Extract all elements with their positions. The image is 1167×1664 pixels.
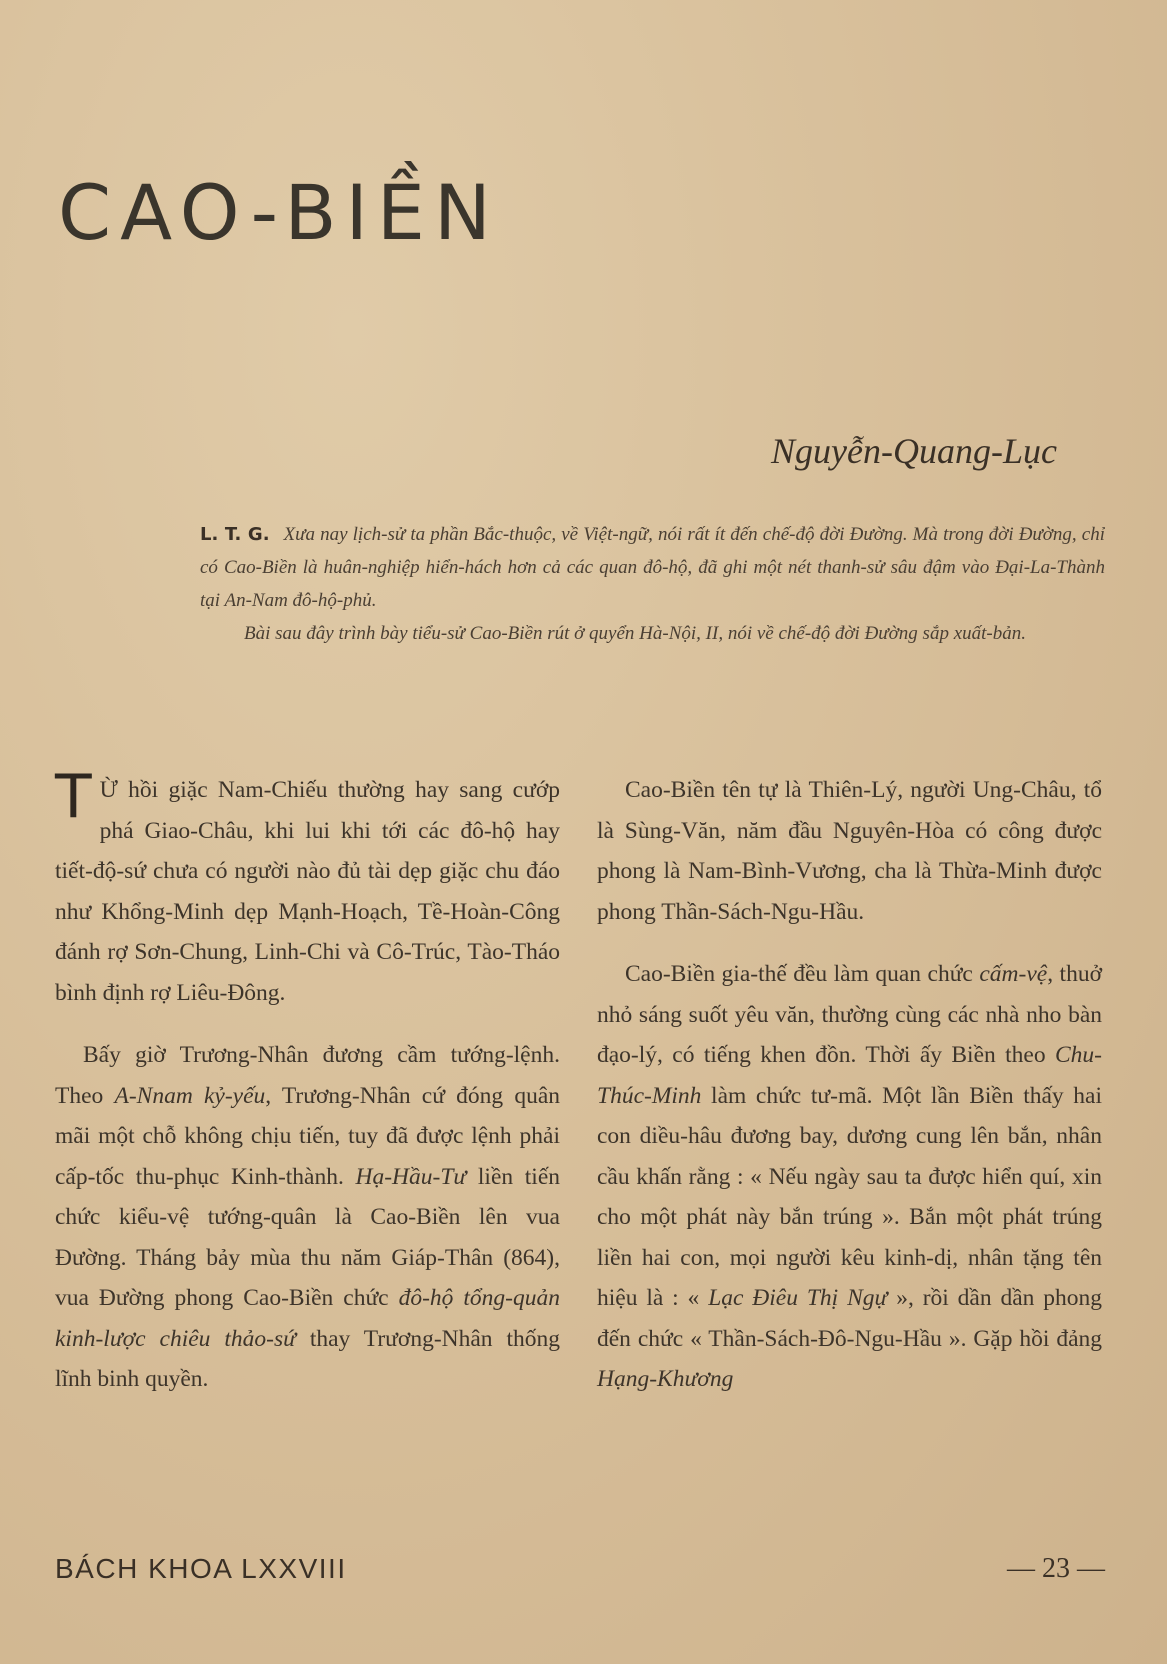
- page-number: — 23 —: [1007, 1553, 1105, 1584]
- left-paragraph-2: [55, 1035, 560, 1400]
- drop-cap: T: [55, 762, 92, 832]
- text-run: Bấy giờ Trương-Nhân đương cầm tướng-lệnh. Theo: [55, 1042, 560, 1109]
- text-run: , Trương-Nhân cứ đóng quân mãi một chỗ không chịu tiến, tuy đã được lệnh phải cấp-tốc thu-phục Kinh-thành.: [55, 1082, 560, 1190]
- nickname: Lạc Điêu Thị Ngự: [708, 1285, 888, 1311]
- article-title: CAO-BIỀN: [58, 168, 500, 257]
- editor-note-paragraph-1: [200, 518, 1105, 617]
- editor-note-text-1: Xưa nay lịch-sử ta phần Bắc-thuộc, về Việt-ngữ, nói rất ít đến chế-độ đời Đường. Mà trong đời Đường, chỉ có Cao-Biền là huân-nghiệp hiển-hách hơn cả các quan đô-hộ, đã ghi một nét thanh-sử sâu đậm vào Đại-La-Thành tại An-Nam đô-hộ-phủ.: [200, 524, 1105, 611]
- emphasis: cấm-vệ: [979, 961, 1048, 987]
- text-run: làm chức tư-mã. Một lần Biền thấy hai con diều-hâu đương bay, dương cung lên bắn, nhân cầu khấn rằng : « Nếu ngày sau ta được hiển quí, xin cho một phát này bắn trúng ». Bắn một phát trúng liền hai con, mọi người kêu kinh-dị, nhân tặng tên hiệu là : «: [597, 1082, 1102, 1311]
- right-paragraph-1: Cao-Biền tên tự là Thiên-Lý, người Ung-Châu, tổ là Sùng-Văn, năm đầu Nguyên-Hòa có công được phong là Nam-Bình-Vương, cha là Thừa-Minh được phong Thần-Sách-Ngu-Hầu.: [597, 777, 1102, 925]
- official-title: đô-hộ tổng-quản kinh-lược chiêu thảo-sứ: [55, 1285, 560, 1352]
- person-name: Hạng-Khương: [597, 1366, 734, 1392]
- left-paragraph-1-text: Ừ hồi giặc Nam-Chiếu thường hay sang cướp phá Giao-Châu, khi lui khi tới các đô-hộ hay tiết-độ-sứ chưa có người nào đủ tài dẹp giặc chu đáo như Khổng-Minh dẹp Mạnh-Hoạch, Tề-Hoàn-Công đánh rợ Sơn-Chung, Linh-Chi và Cô-Trúc, Tào-Tháo bình định rợ Liêu-Đông.: [55, 777, 560, 1006]
- text-run: thay Trương-Nhân thống lĩnh binh quyền.: [55, 1325, 561, 1392]
- right-paragraph-2: [597, 954, 1102, 1400]
- text-run: Cao-Biền gia-thế đều làm quan chức: [625, 961, 980, 987]
- text-run: », rồi dần dần phong đến chức « Thần-Sách-Đô-Ngu-Hầu ». Gặp hồi đảng: [597, 1285, 1103, 1352]
- text-run: , thuở nhỏ sáng suốt yêu văn, thường cùng các nhà nho bàn đạo-lý, có tiếng khen đồn. Thời ấy Biền theo: [597, 961, 1102, 1068]
- book-title: A-Nnam kỷ-yếu: [114, 1082, 266, 1109]
- left-paragraph-1: [55, 762, 560, 1013]
- person-name: Hạ-Hầu-Tư: [355, 1163, 467, 1190]
- left-column: [55, 762, 561, 1422]
- editor-note-label: L. T. G.: [200, 524, 270, 545]
- editor-note: [200, 518, 1105, 650]
- editor-note-paragraph-2: Bài sau đây trình bày tiểu-sử Cao-Biền rút ở quyển Hà-Nội, II, nói về chế-độ đời Đường sắp xuất-bản.: [244, 623, 1026, 644]
- person-name: Chu-Thúc-Minh: [597, 1042, 1102, 1109]
- author-signature: Nguyễn-Quang-Lục: [771, 431, 1057, 471]
- right-column: [597, 770, 1102, 1422]
- journal-name: BÁCH KHOA LXXVIII: [55, 1553, 347, 1584]
- text-run: liền tiến chức kiểu-vệ tướng-quân là Cao-Biền lên vua Đường. Tháng bảy mùa thu năm Giáp-Thân (864), vua Đường phong Cao-Biền chức: [55, 1163, 561, 1311]
